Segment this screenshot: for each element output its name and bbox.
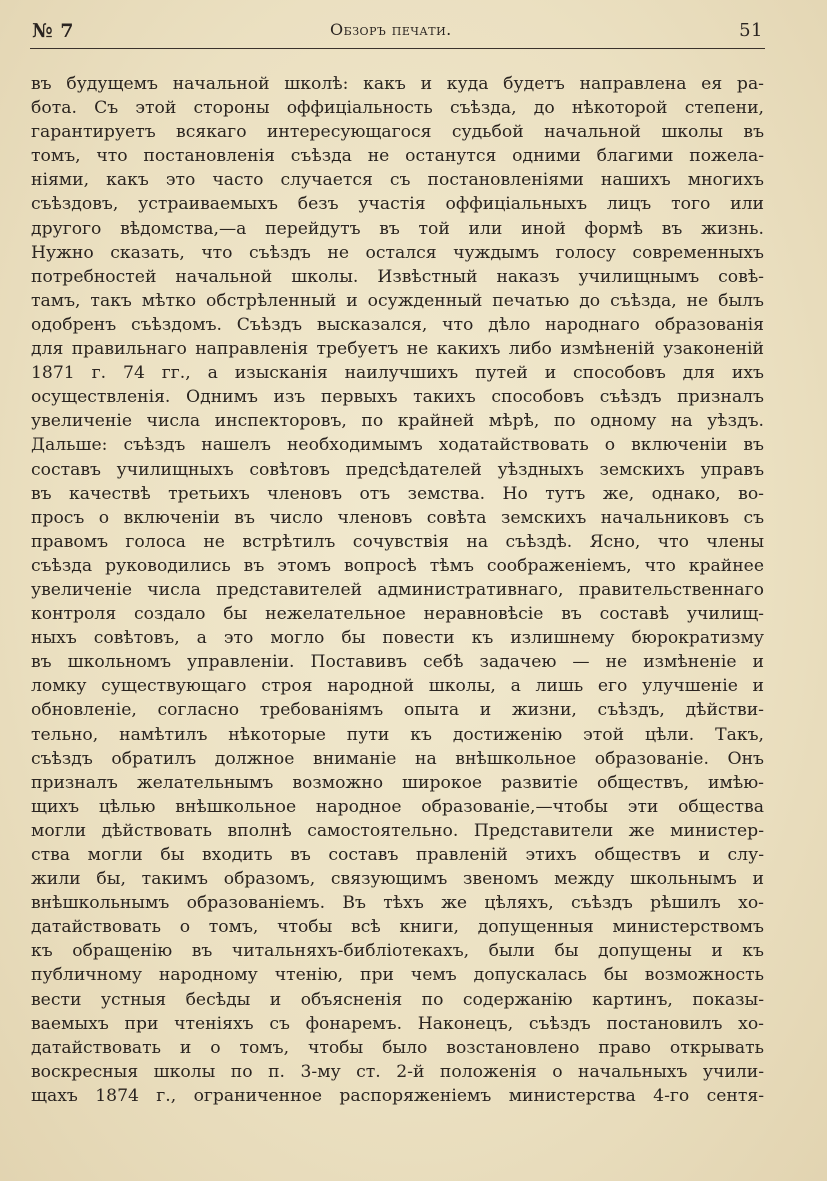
text-line: съѣздъ обратилъ должное вниманіе на внѣшкольное образованіе. Онъ [31,748,764,769]
text-line: ніями, какъ это часто случается съ постановленіями нашихъ многихъ [31,170,764,191]
text-line: Нужно сказать, что съѣздъ не остался чуждымъ голосу современныхъ [31,242,764,263]
text-line: обновленіе, согласно требованіямъ опыта и жизни, съѣздъ, дѣйстви- [31,700,764,721]
issue-number: № 7 [32,20,74,42]
page-number: 51 [739,20,763,41]
text-line: къ обращенію въ читальняхъ-библіотекахъ, были бы допущены и къ [31,941,764,962]
text-line: съѣздовъ, устраиваемыхъ безъ участія оффиціальныхъ лицъ того или [31,194,764,215]
text-line: 1871 г. 74 гг., а изысканія наилучшихъ путей и способовъ для ихъ [31,363,764,384]
text-line: внѣшкольнымъ образованіемъ. Въ тѣхъ же цѣляхъ, съѣздъ рѣшилъ хо- [31,893,764,914]
text-line: жили бы, такимъ образомъ, связующимъ звеномъ между школьнымъ и [31,869,764,890]
text-line: увеличеніе числа представителей административнаго, правительственнаго [31,579,764,600]
text-line: гарантируетъ всякаго интересующагося судьбой начальной школы въ [31,122,764,143]
text-line: томъ, что постановленія съѣзда не останутся одними благими пожела- [31,146,764,167]
text-line: ства могли бы входить въ составъ правленій этихъ обществъ и слу- [31,845,764,865]
body-text [31,72,764,1108]
text-line: потребностей начальной школы. Извѣстный наказъ училищнымъ совѣ- [31,266,764,287]
text-line: щахъ 1874 г., ограниченное распоряженіемъ министерства 4-го сентя- [31,1085,764,1106]
header-rule [30,48,765,49]
text-line: воскресныя школы по п. 3-му ст. 2-й положенія о начальныхъ учили- [31,1061,764,1082]
text-line: могли дѣйствовать вполнѣ самостоятельно. Представители же министер- [31,820,764,841]
text-line: ныхъ совѣтовъ, а это могло бы повести къ излишнему бюрократизму [31,628,764,649]
text-line: въ будущемъ начальной школѣ: какъ и куда будетъ направлена ея ра- [31,74,764,94]
text-line: для правильнаго направленія требуетъ не какихъ либо измѣненій узаконеній [31,339,764,360]
text-line: контроля создало бы нежелательное неравновѣсіе въ составѣ училищ- [31,604,764,625]
text-line: датайствовать и о томъ, чтобы было возстановлено право открывать [31,1037,764,1058]
text-line: съѣзда руководились въ этомъ вопросѣ тѣмъ соображеніемъ, что крайнее [31,555,764,576]
text-line: ломку существующаго строя народной школы, а лишь его улучшеніе и [31,676,764,697]
text-line: другого вѣдомства,—а перейдутъ въ той или иной формѣ въ жизнь. [31,218,764,239]
text-line: правомъ голоса не встрѣтилъ сочувствія на съѣздѣ. Ясно, что члены [31,531,764,552]
text-line: просъ о включеніи въ число членовъ совѣта земскихъ начальниковъ съ [31,507,764,528]
text-line: Дальше: съѣздъ нашелъ необходимымъ ходатайствовать о включеніи въ [31,435,764,456]
text-line: датайствовать о томъ, чтобы всѣ книги, допущенныя министерствомъ [31,917,764,938]
text-line: тамъ, такъ мѣтко обстрѣленный и осужденный печатью до съѣзда, не былъ [31,290,764,311]
text-line: вести устныя бесѣды и объясненія по содержанію картинъ, показы- [31,989,764,1010]
text-line: въ качествѣ третьихъ членовъ отъ земства. Но тутъ же, однако, во- [31,483,764,504]
text-line: увеличеніе числа инспекторовъ, по крайней мѣрѣ, по одному на уѣздъ. [31,411,764,432]
text-line: бота. Съ этой стороны оффиціальность съѣзда, до нѣкоторой степени, [31,98,764,119]
text-line: призналъ желательнымъ возможно широкое развитіе обществъ, имѣю- [31,772,764,793]
text-line: осуществленія. Однимъ изъ первыхъ такихъ способовъ съѣздъ призналъ [31,387,764,408]
text-line: ваемыхъ при чтеніяхъ съ фонаремъ. Наконецъ, съѣздъ постановилъ хо- [31,1013,764,1034]
running-title: Обзоръ печати. [330,20,452,39]
text-line: щихъ цѣлью внѣшкольное народное образованіе,—чтобы эти общества [31,796,764,817]
text-line: публичному народному чтенію, при чемъ допускалась бы возможность [31,965,764,986]
text-line: одобренъ съѣздомъ. Съѣздъ высказался, что дѣло народнаго образованія [31,314,764,335]
page-header [30,20,765,46]
text-line: въ школьномъ управленіи. Поставивъ себѣ задачею — не измѣненіе и [31,652,764,673]
text-line: тельно, намѣтилъ нѣкоторые пути къ достиженію этой цѣли. Такъ, [31,724,764,745]
text-line: составъ училищныхъ совѣтовъ предсѣдателей уѣздныхъ земскихъ управъ [31,459,764,480]
